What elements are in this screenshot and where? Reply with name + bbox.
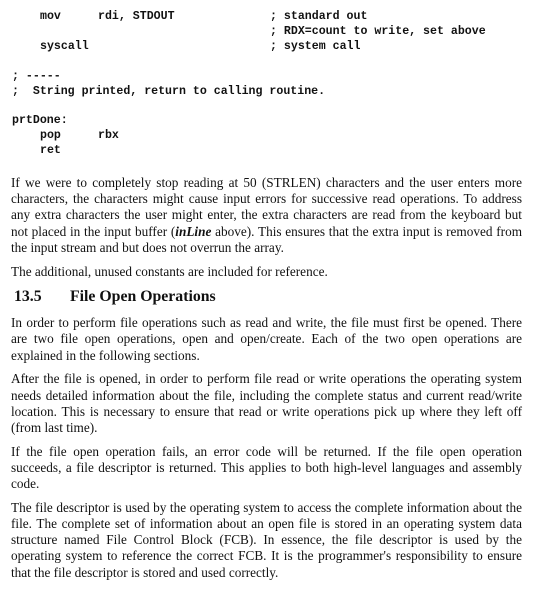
- code-line: [12, 39, 537, 54]
- section-title: File Open Operations: [70, 288, 216, 306]
- paragraph: If the file open operation fails, an error code will be returned. If the file open operation succeeds, a file descriptor is returned. This applies to both high-level languages and assembly code.: [11, 443, 522, 492]
- code-line: [12, 143, 537, 158]
- code-operands: rbx: [98, 129, 119, 142]
- code-blank-line: [12, 99, 537, 114]
- code-instruction: syscall: [40, 40, 89, 53]
- code-comment: ; standard out: [270, 10, 368, 23]
- code-comment-line: ; -----: [12, 69, 61, 83]
- code-comment: ; system call: [270, 40, 361, 53]
- code-line: [12, 69, 537, 84]
- paragraph-text: If we were to completely stop reading at 50 (STRLEN) characters and the user enters more characters, the characters might cause input errors for successive read operations. To address any extra characters the user might enter, the extra characters are read from the keyboard but not placed in the input buffer (: [11, 175, 522, 239]
- section-heading: [14, 287, 522, 307]
- section-number: 13.5: [14, 288, 42, 306]
- code-blank-line: [12, 54, 537, 69]
- code-instruction: mov: [40, 10, 61, 23]
- code-label: prtDone:: [12, 114, 68, 127]
- code-comment: ; RDX=count to write, set above: [270, 25, 486, 38]
- paragraph: In order to perform file operations such as read and write, the file must first be opened. There are two file open operations, open and open/create. Each of the two open operations are explained in the following sections.: [11, 315, 522, 363]
- emphasized-term: inLine: [175, 223, 212, 239]
- paragraph: [11, 175, 522, 256]
- paragraph: The file descriptor is used by the operating system to access the complete information about the file. The complete set of information about an open file is stored in an operating system data structure named File Control Block (FCB). In essence, the file descriptor is used by the operating system to reference the correct FCB. It is the programmer's responsibility to ensure that the file descriptor is stored and used correctly.: [11, 499, 522, 580]
- code-instruction: pop: [40, 129, 61, 142]
- code-line: [12, 24, 537, 39]
- paragraph-text: above). This ensures that the extra input is removed from the input stream and but does not overrun the array.: [11, 223, 522, 255]
- code-line: [12, 9, 537, 24]
- code-line: [12, 84, 537, 99]
- code-comment-line: ; String printed, return to calling routine.: [12, 84, 326, 98]
- code-line: [12, 113, 537, 128]
- code-line: [12, 128, 537, 143]
- code-instruction: ret: [40, 144, 61, 157]
- paragraph: The additional, unused constants are included for reference.: [11, 263, 328, 279]
- body-text: [11, 175, 522, 588]
- paragraph: After the file is opened, in order to perform file read or write operations the operating system needs detailed information about the file, including the complete status and current read/write location. This is necessary to ensure that read or write operations pick up where they left off (from last time).: [11, 371, 522, 435]
- code-operands: rdi, STDOUT: [98, 10, 175, 23]
- code-listing: [12, 9, 537, 158]
